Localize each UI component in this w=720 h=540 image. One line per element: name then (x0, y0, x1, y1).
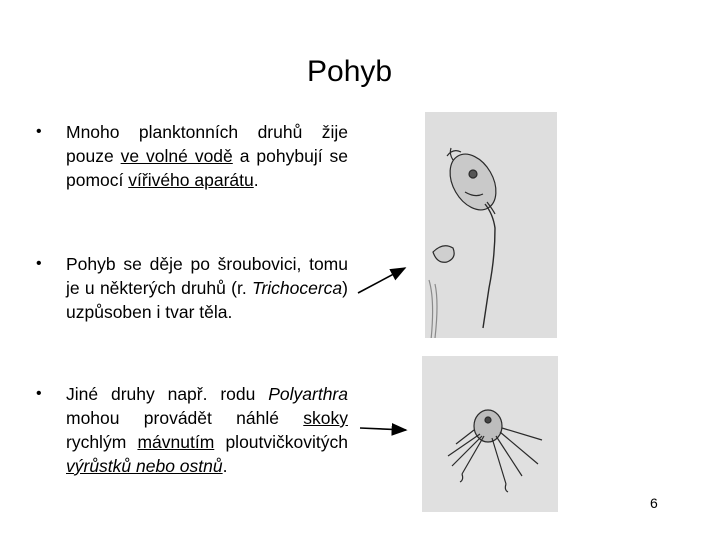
rotifer-illustration (425, 112, 557, 338)
text-run: ) uzpůsoben i tvar těla. (66, 278, 348, 322)
polyarthra-illustration (422, 356, 558, 512)
text-run: Pohyb se děje po šroubovici, tomu je u některých druhů (r. (66, 254, 348, 298)
bullet-marker: • (36, 123, 42, 140)
text-run: ploutvičkovitých (214, 432, 348, 452)
underlined-text: mávnutím (137, 432, 215, 452)
page-number: 6 (650, 495, 658, 511)
underlined-italic-text: výrůstků nebo ostnů (66, 456, 223, 476)
text-run: Mnoho planktonních druhů žije pouze (66, 122, 348, 166)
text-run: . (222, 456, 228, 476)
slide-title: Pohyb (307, 55, 393, 88)
arrow-to-polyarthra (360, 428, 406, 430)
bullet-marker: • (36, 385, 42, 402)
text-run: Jiné druhy např. rodu (66, 384, 269, 404)
text-run: . (253, 170, 259, 190)
text-run: rychlým (66, 432, 138, 452)
underlined-text: vířivého aparátu (128, 170, 254, 190)
text-run: mohou provádět náhlé (66, 408, 304, 428)
trichocerca-photo (425, 112, 557, 338)
bullet-marker: • (36, 255, 42, 272)
underlined-text: ve volné vodě (120, 146, 233, 166)
arrow-to-trichocerca (358, 268, 405, 293)
polyarthra-photo (422, 356, 558, 512)
italic-text: Trichocerca (252, 278, 343, 298)
underlined-text: skoky (303, 408, 348, 428)
text-run: a pohybují se pomocí (66, 146, 348, 190)
italic-text: Polyarthra (268, 384, 348, 404)
